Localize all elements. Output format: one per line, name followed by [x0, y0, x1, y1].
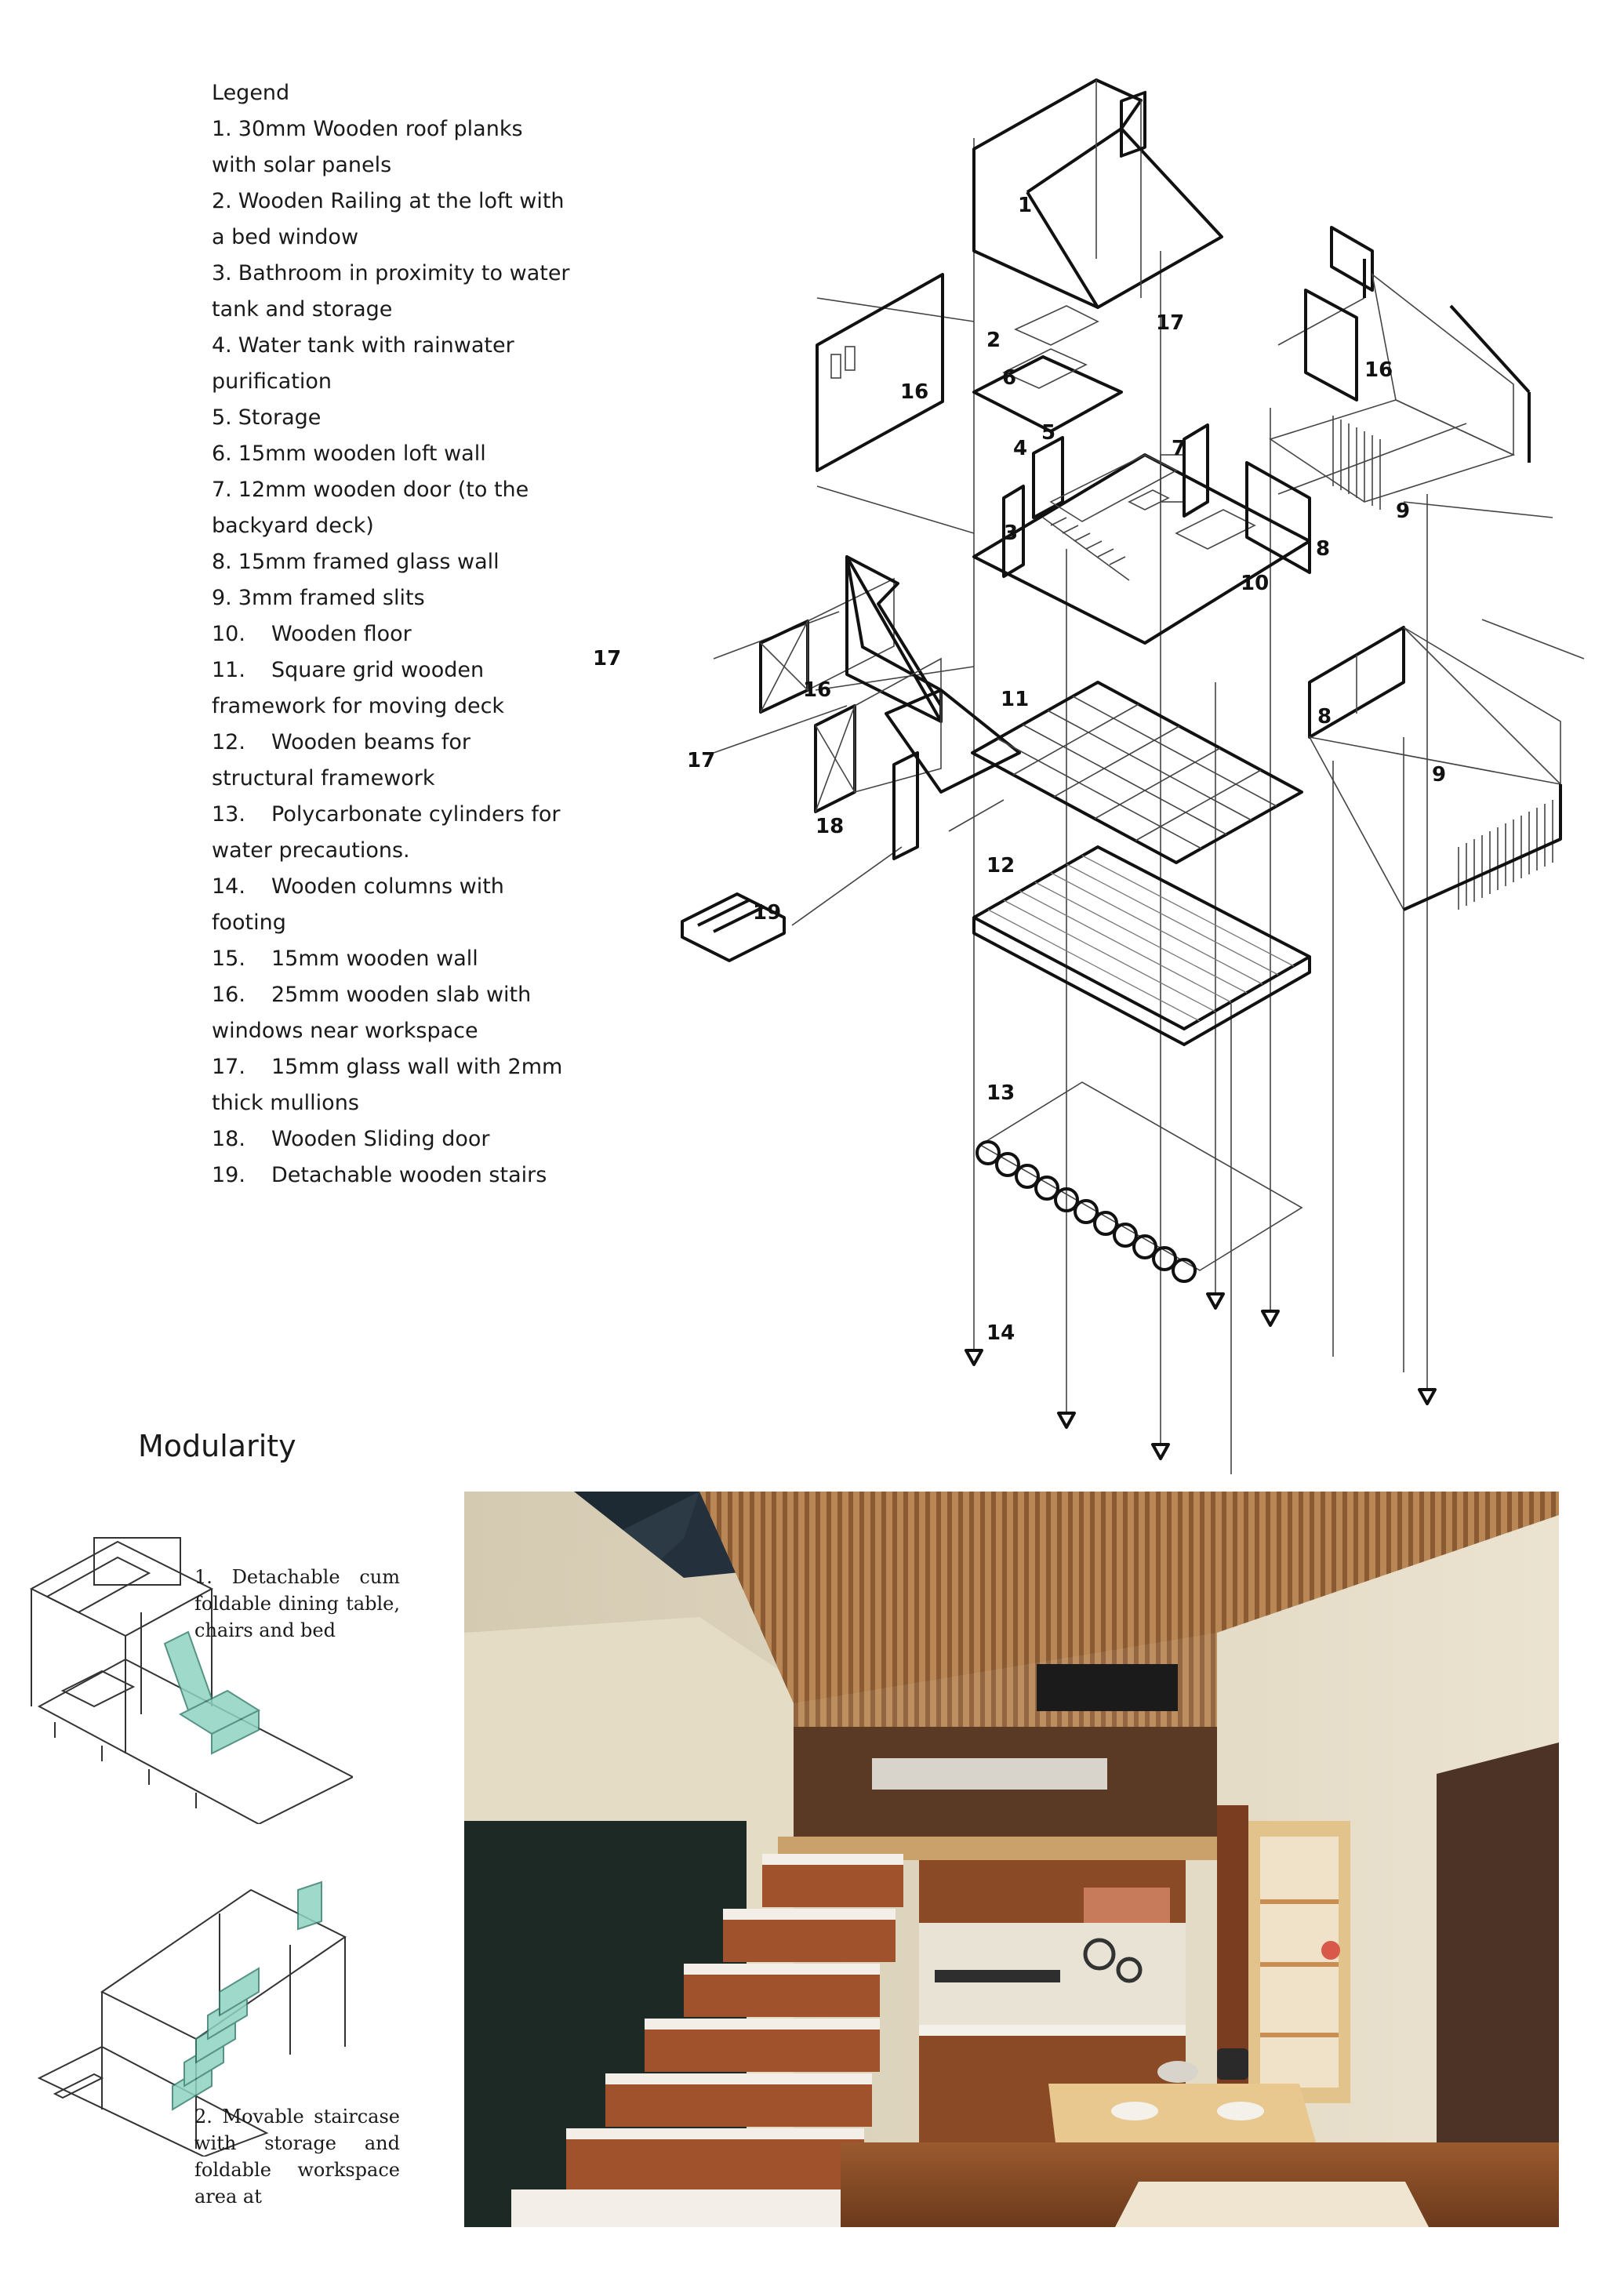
label-4: 4 — [1013, 437, 1028, 460]
legend-item-number: 9. — [212, 586, 232, 610]
legend-item-number: 19. — [212, 1163, 245, 1187]
label-9-upper: 9 — [1396, 500, 1411, 523]
legend-item-text: Wooden beams for structural framework — [212, 730, 470, 790]
label-3: 3 — [1004, 521, 1019, 545]
roof-component — [974, 80, 1222, 307]
legend-item-text: 30mm Wooden roof planks with solar panels — [212, 117, 523, 177]
label-12: 12 — [986, 854, 1015, 878]
legend-item-number: 7. — [212, 478, 232, 502]
legend-item-text: 15mm framed glass wall — [238, 550, 500, 574]
label-9-lower: 9 — [1432, 763, 1447, 787]
label-17-left: 17 — [593, 647, 622, 670]
label-17-upper: 17 — [1156, 311, 1185, 335]
label-16-lower: 16 — [803, 678, 832, 702]
legend-item-text: 12mm wooden door (to the backyard deck) — [212, 478, 529, 538]
legend-item-number: 13. — [212, 802, 245, 827]
legend-item — [212, 472, 572, 544]
label-19: 19 — [753, 901, 782, 925]
label-2: 2 — [986, 329, 1001, 352]
legend-item-text: Polycarbonate cylinders for water precautions. — [212, 802, 561, 863]
guide-lines — [714, 138, 1584, 1474]
label-5: 5 — [1041, 421, 1056, 445]
legend-item-text: Detachable wooden stairs — [271, 1163, 547, 1187]
render-svg — [464, 1492, 1559, 2227]
legend-item-number: 8. — [212, 550, 232, 574]
legend-item-number: 18. — [212, 1127, 245, 1151]
legend-item-text: Water tank with rainwater purification — [212, 333, 514, 394]
label-7: 7 — [1172, 437, 1186, 460]
legend-item-text: 3mm framed slits — [238, 586, 425, 610]
legend-item — [212, 111, 572, 184]
legend-item-text: 15mm glass wall with 2mm thick mullions — [212, 1055, 563, 1115]
footings-14 — [966, 1294, 1435, 1459]
legend-item — [212, 977, 572, 1049]
exploded-axonometric-diagram — [580, 63, 1615, 1514]
legend-item — [212, 616, 572, 652]
modularity-caption-1: 1. Detachable cum foldable dining table, chairs and bed — [194, 1566, 400, 1641]
label-13: 13 — [986, 1081, 1015, 1105]
legend-item-text: Wooden Sliding door — [271, 1127, 490, 1151]
legend-item — [212, 1049, 572, 1121]
legend-item — [212, 544, 572, 580]
modularity-title: Modularity — [138, 1429, 296, 1463]
wall-panel-16-right — [1270, 227, 1529, 502]
axonometric-svg — [580, 63, 1615, 1514]
label-17-lower: 17 — [687, 749, 716, 772]
legend-item-number: 1. — [212, 117, 232, 141]
legend-item — [212, 400, 572, 436]
legend-item — [212, 797, 572, 869]
legend-item-number: 3. — [212, 261, 232, 285]
legend-item — [212, 725, 572, 797]
legend-item-text: Square grid wooden framework for moving deck — [212, 658, 505, 718]
cylinders-13 — [977, 1082, 1302, 1281]
legend-item-text: 15mm wooden wall — [271, 947, 478, 971]
legend-item-number: 17. — [212, 1055, 245, 1079]
left-room-component — [682, 557, 1019, 961]
slits-9 — [1459, 800, 1553, 910]
interior-render-image — [464, 1492, 1559, 2227]
modularity-figure-1 — [24, 1495, 353, 1824]
legend-list — [212, 111, 572, 1194]
label-6: 6 — [1002, 366, 1017, 390]
legend-item — [212, 184, 572, 256]
legend-item — [212, 1121, 572, 1157]
legend-item-text: 25mm wooden slab with windows near workspace — [212, 983, 532, 1043]
legend-item-number: 4. — [212, 333, 232, 358]
legend-item — [212, 328, 572, 400]
legend-item-number: 10. — [212, 622, 245, 646]
legend-title: Legend — [212, 81, 290, 105]
wall-panel-16-left — [817, 274, 943, 471]
legend-item-text: Wooden columns with footing — [212, 874, 504, 935]
door-7-and-glass-8 — [1184, 416, 1380, 572]
legend-item-number: 2. — [212, 189, 232, 213]
legend-item — [212, 256, 572, 328]
legend-item — [212, 436, 572, 472]
label-8-upper: 8 — [1316, 537, 1331, 561]
legend-item-number: 15. — [212, 947, 245, 971]
legend-item-number: 6. — [212, 442, 232, 466]
legend-item — [212, 652, 572, 725]
label-10: 10 — [1241, 572, 1270, 595]
label-16-left: 16 — [900, 380, 929, 404]
legend-item — [212, 941, 572, 977]
legend-item-number: 5. — [212, 405, 232, 430]
label-16-right: 16 — [1364, 358, 1393, 382]
legend-item-number: 14. — [212, 874, 245, 899]
legend-item-text: Wooden Railing at the loft with a bed window — [212, 189, 565, 249]
legend-item-text: Wooden floor — [271, 622, 412, 646]
label-18: 18 — [816, 815, 845, 838]
label-1: 1 — [1018, 194, 1033, 217]
legend-item — [212, 1157, 572, 1194]
legend-item — [212, 869, 572, 941]
label-8-lower: 8 — [1317, 705, 1332, 729]
legend-item-number: 16. — [212, 983, 245, 1007]
label-14: 14 — [986, 1321, 1015, 1345]
legend — [212, 75, 572, 1194]
modularity-caption-2: 2. Movable staircase with storage and foldable workspace area at — [194, 2106, 400, 2208]
legend-item-text: Storage — [238, 405, 322, 430]
legend-item-text: Bathroom in proximity to water tank and storage — [212, 261, 570, 322]
legend-item-text: 15mm wooden loft wall — [238, 442, 486, 466]
legend-item-number: 11. — [212, 658, 245, 682]
legend-item-number: 12. — [212, 730, 245, 754]
legend-item — [212, 580, 572, 616]
label-11: 11 — [1001, 688, 1030, 711]
beams-12 — [974, 847, 1310, 1045]
